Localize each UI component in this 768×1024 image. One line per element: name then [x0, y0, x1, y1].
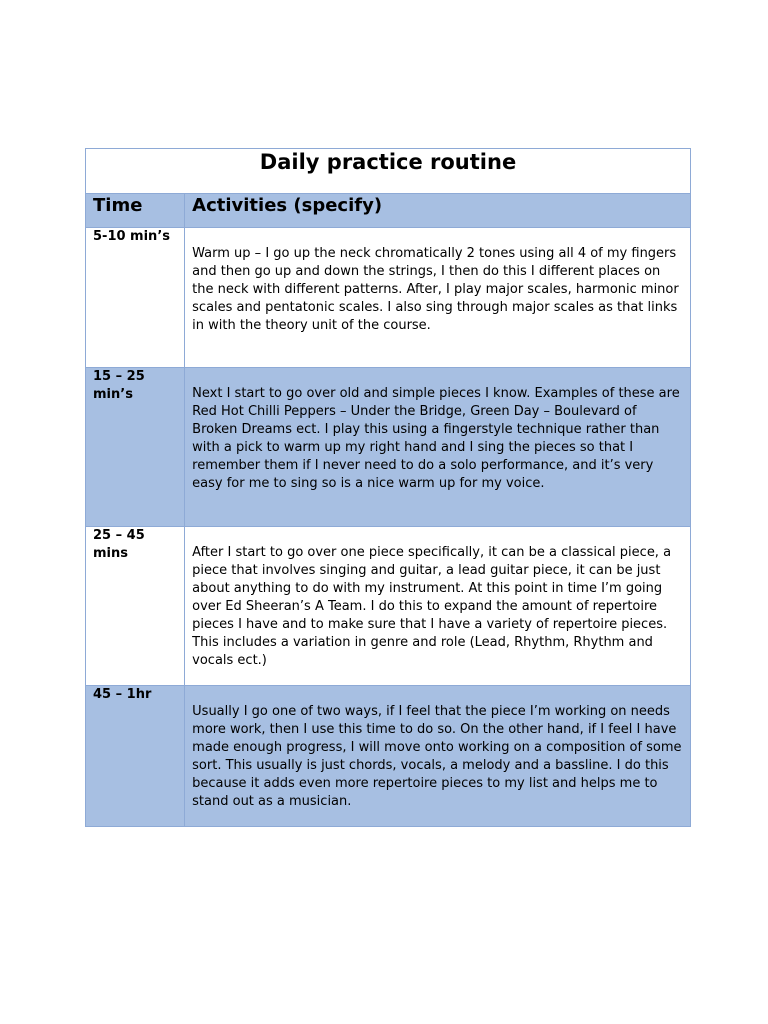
- activity-text: Warm up – I go up the neck chromatically 2 tones using all 4 of my fingers and then go up and down the strings, I then do this I different places on the neck with different patterns. After, I play major scales, harmonic minor scales and pentatonic scales. I also sing through major scales as that links in with the theory unit of the course.: [192, 246, 679, 333]
- activity-text: Next I start to go over old and simple pieces I know. Examples of these are Red Hot Chilli Peppers – Under the Bridge, Green Day – Boulevard of Broken Dreams ect. I play this using a fingerstyle technique rather than with a pick to warm up my right hand and I sing the pieces so that I remember them if I never need to do a solo performance, and it’s very easy for me to sing so is a nice warm up for my voice.: [192, 386, 680, 491]
- header-time-cell: [86, 194, 185, 228]
- table-title-cell: [86, 149, 691, 194]
- table-title: Daily practice routine: [259, 150, 517, 174]
- time-label: 5-10 min’s: [93, 229, 170, 244]
- time-label: 45 – 1hr: [93, 687, 152, 702]
- activity-cell: [185, 228, 691, 368]
- time-label: 15 – 25 min’s: [93, 369, 145, 402]
- practice-routine-table: [85, 148, 691, 827]
- header-activities: Activities (specify): [192, 195, 383, 216]
- table-row: [86, 527, 691, 686]
- time-label: 25 – 45 mins: [93, 528, 145, 561]
- table-row: [86, 368, 691, 527]
- activity-cell: [185, 527, 691, 686]
- time-cell: [86, 368, 185, 527]
- header-activities-cell: [185, 194, 691, 228]
- header-time: Time: [93, 195, 143, 216]
- title-row: [86, 149, 691, 194]
- header-row: [86, 194, 691, 228]
- activity-cell: [185, 686, 691, 827]
- table-row: [86, 686, 691, 827]
- time-cell: [86, 228, 185, 368]
- activity-cell: [185, 368, 691, 527]
- activity-text: Usually I go one of two ways, if I feel that the piece I’m working on needs more work, then I use this time to do so. On the other hand, if I feel I have made enough progress, I will move onto working on a composition of some sort. This usually is just chords, vocals, a melody and a bassline. I do this because it adds even more repertoire pieces to my list and helps me to stand out as a musician.: [192, 704, 682, 809]
- time-cell: [86, 527, 185, 686]
- activity-text: After I start to go over one piece specifically, it can be a classical piece, a piece that involves singing and guitar, a lead guitar piece, it can be just about anything to do with my instrument. At this point in time I’m going over Ed Sheeran’s A Team. I do this to expand the amount of repertoire pieces I have and to make sure that I have a variety of repertoire pieces. This includes a variation in genre and role (Lead, Rhythm, Rhythm and vocals ect.): [192, 545, 672, 668]
- time-cell: [86, 686, 185, 827]
- table-row: [86, 228, 691, 368]
